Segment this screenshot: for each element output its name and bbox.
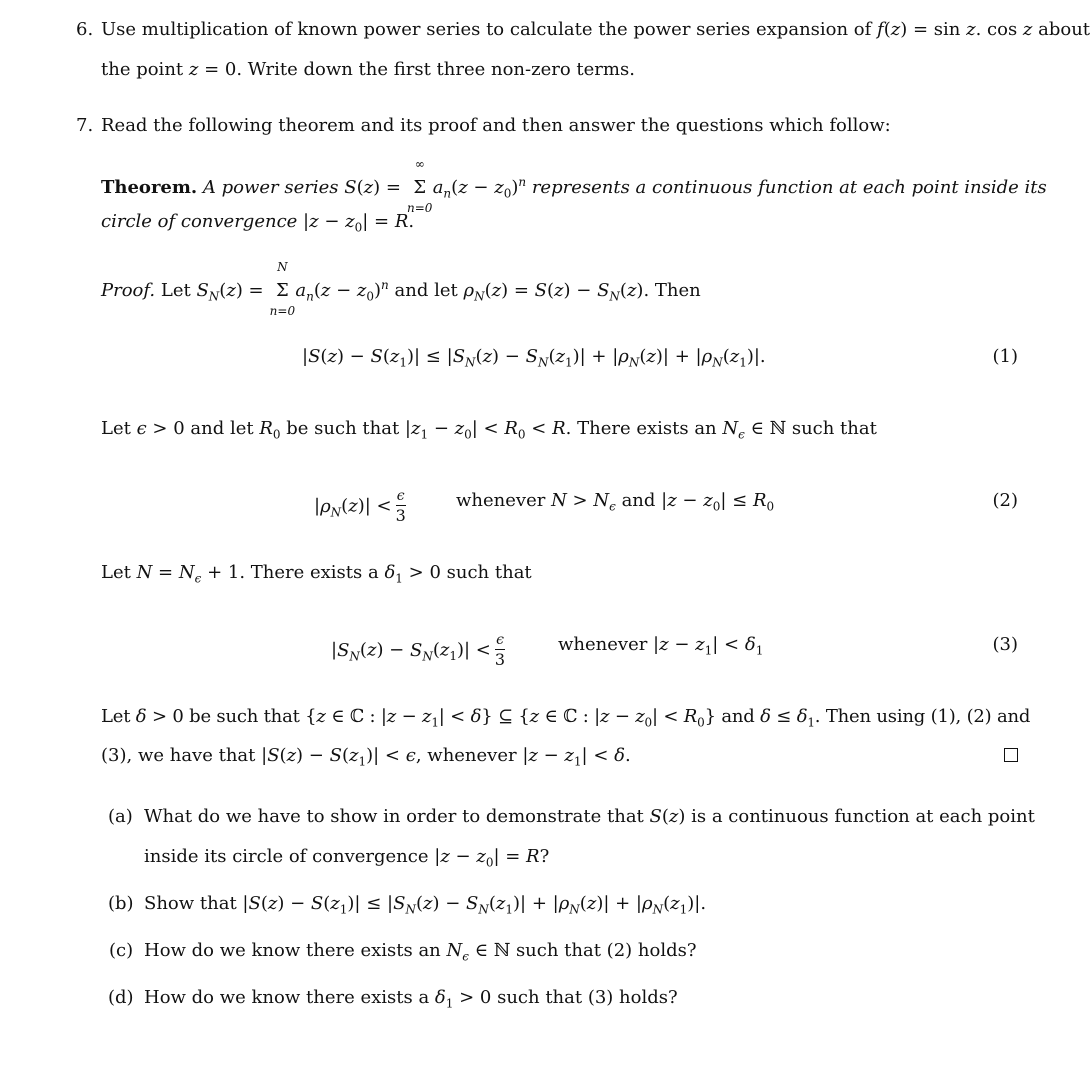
question-6-line-2: the point z = 0. Write down the first three non-zero terms. (101, 59, 635, 80)
part-a-label: (a) (108, 806, 133, 827)
letdelta-text-c: and (721, 706, 755, 727)
equation-1-label: (1) (992, 346, 1018, 367)
theorem-line-1: Theorem. A power series S(z) = ∞ Σ n=0 $a_n(z - z_0)^n$ represents a continuous function at each point inside its (101, 157, 1047, 215)
let-n-line: Let $N = N_\epsilon + 1$. There exists a $\delta_1 > 0$ such that (101, 562, 532, 586)
equation-2-condition: whenever $N > N_\epsilon$ and $|z - z_0| \le R_0$ (456, 490, 775, 514)
part-d-label: (d) (108, 987, 134, 1008)
sum-symbol: ∞ Σ n=0 (406, 157, 433, 215)
part-d-text-a: How do we know there exists a (144, 987, 430, 1008)
letdelta-text-a: Let (101, 706, 131, 727)
qed-box-icon (1004, 748, 1018, 762)
q6-text-a: Use multiplication of known power series to calculate the power series expansion of (101, 19, 872, 40)
eps-text-a: Let (101, 418, 131, 439)
letdelta-text-d: Then using (1), (2) and (825, 706, 1031, 727)
q6-text-b: about (1038, 19, 1090, 40)
let-delta-line: Let δ > 0 be such that {z ∈ ℂ : $|z - z_1| < \delta$} ⊆ {z ∈ ℂ : $|z - z_0| < R_0$} and $\delta \le \delta_1$. Then using (1), (2) and (101, 706, 1031, 730)
proof-text-b: and let (394, 280, 458, 301)
part-a-line-1: What do we have to show in order to demonstrate that S(z) is a continuous function at each point (144, 806, 1035, 827)
q6-formula: f (877, 19, 884, 40)
part-d-text-b: such that (3) holds? (497, 987, 678, 1008)
part-b-text-a: Show that (144, 893, 237, 914)
equation-2-label: (2) (992, 490, 1018, 511)
proof-line-1: Proof. Let $S_N(z)$ = N Σ n=0 $a_n(z - z_0)^n$ and let $\rho_N(z) = S(z) - S_N(z)$. Then (101, 260, 701, 318)
fraction-eps-3b: $\frac{\epsilon}{3}$ (494, 632, 506, 669)
equation-1: $|S(z) - S(z_1)| \le |S_N(z) - S_N(z_1)| + |\rho_N(z)| + |\rho_N(z_1)|$. (302, 346, 766, 370)
part-d-line: How do we know there exists a $\delta_1 > 0$ such that (3) holds? (144, 987, 678, 1011)
concl-text-b: whenever (427, 745, 517, 766)
equation-3: $|S_N(z) - S_N(z_1)|$ < $\frac{\epsilon}{3}$ (331, 632, 506, 669)
proof-text-a: Let (160, 280, 191, 301)
part-a-line-2: inside its circle of convergence $|z - z_0| = R$? (144, 846, 550, 870)
concl-text-a: (3), we have that (101, 745, 256, 766)
part-a-text-b: is a continuous function at each point (691, 806, 1035, 827)
whenever-text-3: whenever (558, 634, 648, 655)
theorem-text-c: circle of convergence (101, 211, 298, 232)
part-c-text-a: How do we know there exists an (144, 940, 441, 961)
proof-text-c: Then (654, 280, 701, 301)
theorem-text-a: A power series (202, 177, 339, 198)
eps-text-d: There exists an (577, 418, 717, 439)
part-c-line: How do we know there exists an $N_\epsilon$ ∈ ℕ such that (2) holds? (144, 940, 697, 964)
q6-text-c: the point (101, 59, 184, 80)
theorem-text-b: represents a continuous function at each point inside its (531, 177, 1047, 198)
epsilon-line: Let ϵ > 0 and let $R_0$ be such that $|z_1 - z_0| < R_0 < R$. There exists an $N_\epsilon$ ∈ ℕ such that (101, 418, 877, 442)
letn-text-c: such that (446, 562, 532, 583)
part-c-label: (c) (109, 940, 134, 961)
whenever-text-2: whenever (456, 490, 546, 511)
question-6-line-1: Use multiplication of known power series to calculate the power series expansion of f(z) = sin z. cos z about (101, 19, 1090, 40)
part-a-text-c: inside its circle of convergence (144, 846, 429, 867)
and-text-2: and (621, 490, 656, 511)
part-c-text-b: such that (2) holds? (515, 940, 697, 961)
question-number-7: 7. (76, 115, 94, 136)
equation-3-label: (3) (992, 634, 1018, 655)
proof-label: Proof. (101, 280, 156, 301)
eps-text-b: and let (190, 418, 254, 439)
eps-text-c: be such that (286, 418, 400, 439)
theorem-label: Theorem. (101, 177, 198, 198)
conclusion-line: (3), we have that $|S(z) - S(z_1)| < \epsilon$, whenever $|z - z_1| < \delta$. (101, 745, 631, 769)
theorem-line-2: circle of convergence $|z - z_0| = R$. (101, 211, 415, 235)
part-b-label: (b) (108, 893, 134, 914)
equation-3-condition: whenever $|z - z_1| < \delta_1$ (558, 634, 764, 658)
letn-text-b: There exists a (250, 562, 379, 583)
partial-sum-symbol: N Σ n=0 (269, 260, 296, 318)
question-number-6: 6. (76, 19, 94, 40)
q6-text-d: Write down the first three non-zero terms. (247, 59, 635, 80)
letdelta-text-b: be such that (189, 706, 300, 727)
eps-text-e: such that (791, 418, 877, 439)
letn-text-a: Let (101, 562, 131, 583)
question-7-intro: Read the following theorem and its proof and then answer the questions which follow: (101, 115, 891, 136)
fraction-eps-3: $\frac{\epsilon}{3}$ (395, 488, 406, 525)
equation-2: $|\rho_N(z)|$ < $\frac{\epsilon}{3}$ (314, 488, 406, 525)
part-b-line: Show that $|S(z) - S(z_1)| \le |S_N(z) - S_N(z_1)| + |\rho_N(z)| + |\rho_N(z_1)|$. (144, 893, 707, 917)
part-a-text-a: What do we have to show in order to demonstrate that (144, 806, 644, 827)
